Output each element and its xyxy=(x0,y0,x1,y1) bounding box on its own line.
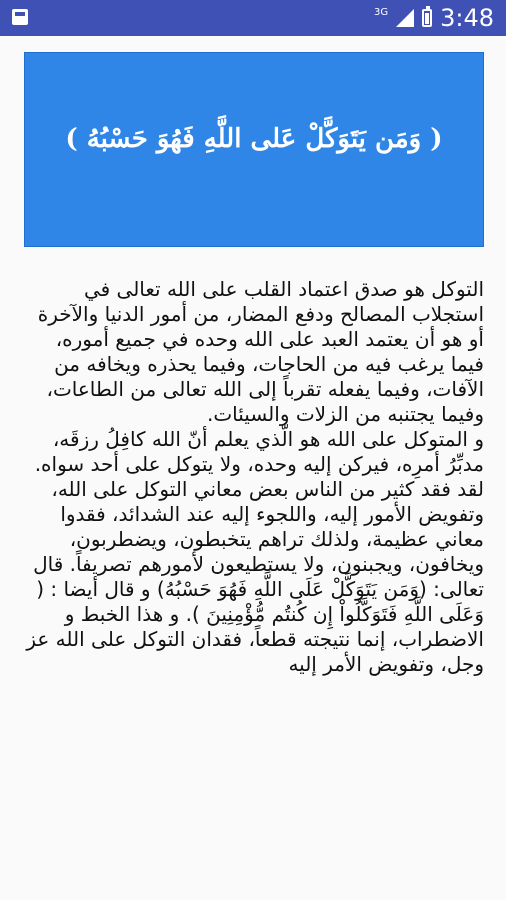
signal-icon xyxy=(396,9,414,27)
status-time: 3:48 xyxy=(440,4,494,32)
status-bar xyxy=(0,0,506,36)
article-text: التوكل هو صدق اعتماد القلب على الله تعالى في استجلاب المصالح ودفع المضار، من أمور الدنيا والآخرة أو هو أن يعتمد العبد على الله وحده في جميع أموره، فيما يرغب فيه من الحاجات، وفيما يحذره ويخافه من الآفات، وفيما يفعله تقرباً إلى الله تعالى من الطاعات، وفيما يجتنبه من الزلات والسيئات. و المتوكل على الله هو الّذي يعلم أنّ الله كافِلُ رزقَه، مدبِّرُ أمرِه، فيركن إليه وحده، ولا يتوكل على أحد سواه. لقد فقد كثير من الناس بعض معاني التوكل على الله، وتفويض الأمور إليه، واللجوء إليه عند الشدائد، فقدوا معاني عظيمة، ولذلك تراهم يتخبطون، ويضطربون، ويخافون، ويجبنون، ولا يستطيعون لأمورهم تصريفاً. قال تعالى: (وَمَن يَتَوَكَّلْ عَلَى اللَّهِ فَهُوَ حَسْبُهُ) و قال أيضا : ( وَعَلَى اللَّهِ فَتَوَكَّلُواْ إِن كُنتُم مُّؤْمِنِينَ ). و هذا الخبط و الاضطراب، إنما نتيجته قطعاً، فقدان التوكل على الله عز وجل، وتفويض الأمر إليه xyxy=(26,277,484,676)
status-icons xyxy=(374,0,494,36)
network-type-label: 3G xyxy=(373,6,389,18)
battery-icon xyxy=(422,9,432,27)
header-card xyxy=(24,52,484,247)
page-title: ( وَمَن يَتَوَكَّلْ عَلى اللَّهِ فَهُوَ حَسْبُهُ ) xyxy=(65,124,443,154)
notification-icon xyxy=(12,9,28,25)
